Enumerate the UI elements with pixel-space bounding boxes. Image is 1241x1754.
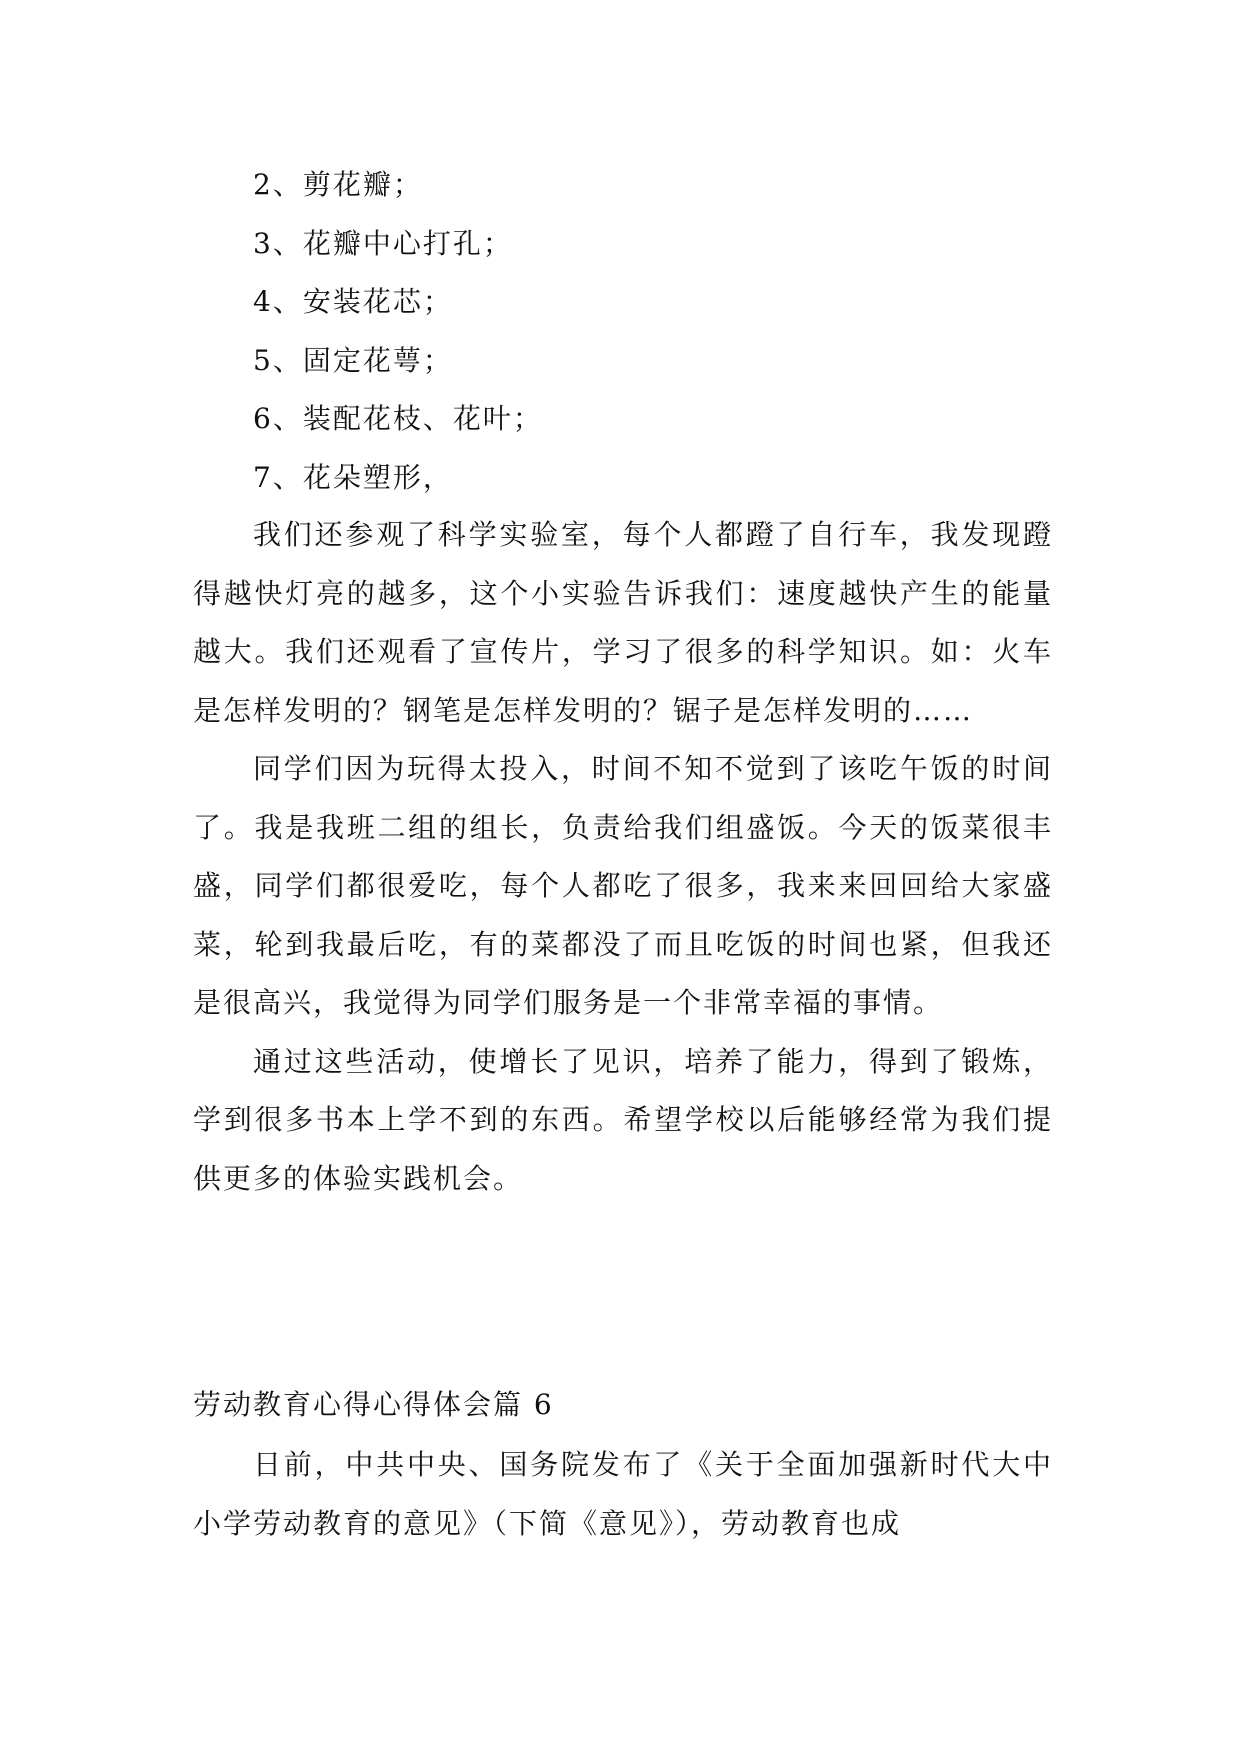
section-title: 劳动教育心得心得体会篇 6 [193,1388,554,1421]
list-item: 5、固定花萼； [253,343,453,377]
list-item: 7、花朵塑形， [253,460,453,494]
list-item: 6、装配花枝、花叶； [253,402,543,435]
list-item: 2、剪花瓣； [253,168,423,201]
paragraph-policy: 日前，中共中央、国务院发布了《关于全面加强新时代大中小学劳动教育的意见》（下简《意见》），劳动教育也成 [193,1448,1053,1540]
list-item: 4、安装花芯； [253,285,453,318]
section-body [193,1436,1053,1553]
paragraph-conclusion: 通过这些活动，使增长了见识，培养了能力，得到了锻炼，学到很多书本上学不到的东西。希望学校以后能够经常为我们提供更多的体验实践机会。 [193,1044,1053,1195]
body-text [193,506,1053,1208]
paragraph-lunch: 同学们因为玩得太投入，时间不知不觉到了该吃午饭的时间了。我是我班二组的组长，负责给我们组盛饭。今天的饭菜很丰盛，同学们都很爱吃，每个人都吃了很多，我来来回回给大家盛菜，轮到我最后吃，有的菜都没了而且吃饭的时间也紧，但我还是很高兴，我觉得为同学们服务是一个非常幸福的事情。 [193,752,1053,1019]
steps-list [193,156,1053,507]
paragraph-science-lab: 我们还参观了科学实验室，每个人都蹬了自行车，我发现蹬得越快灯亮的越多，这个小实验告诉我们：速度越快产生的能量越大。我们还观看了宣传片，学习了很多的科学知识。如：火车是怎样发明的？钢笔是怎样发明的？锯子是怎样发明的…… [193,518,1053,727]
list-item: 3、花瓣中心打孔； [253,226,513,260]
